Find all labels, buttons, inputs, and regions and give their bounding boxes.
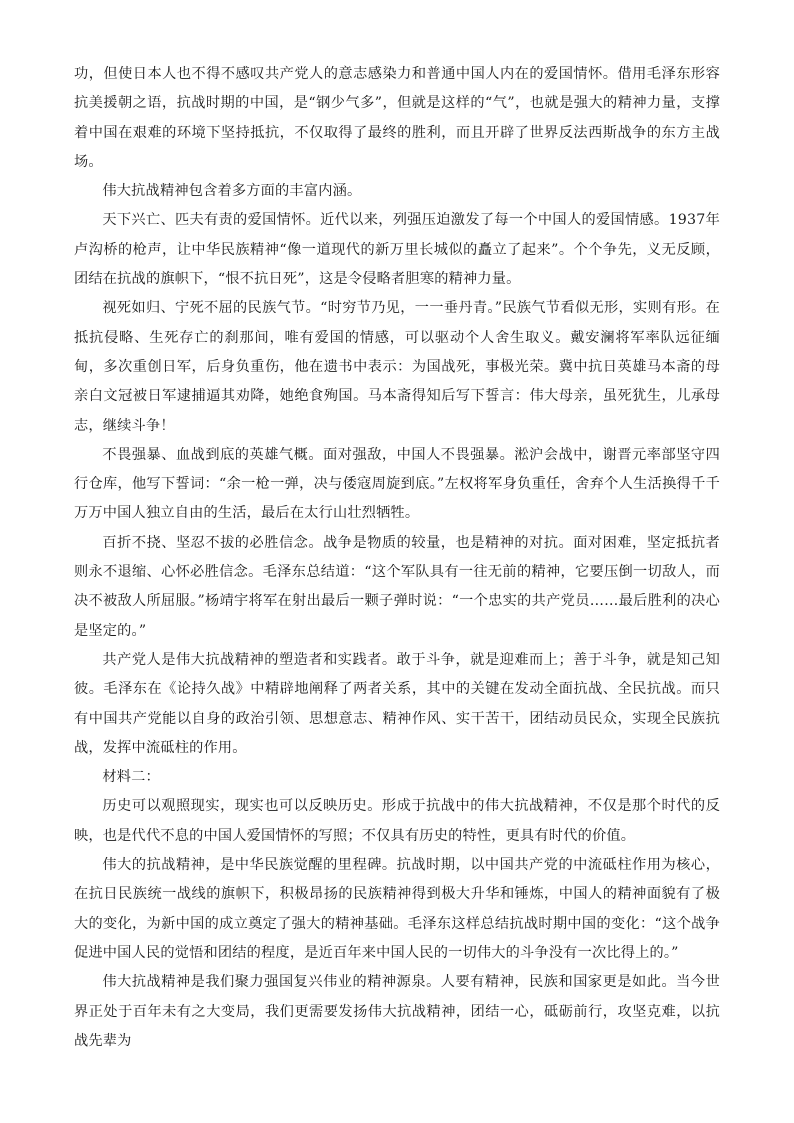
- document-page: [74, 60, 720, 1056]
- paragraph-intro: 伟大抗战精神包含着多方面的丰富内涵。: [102, 183, 362, 200]
- paragraph-communists: 共产党人是伟大抗战精神的塑造者和实践者。敢于斗争，就是迎难而上；善于斗争，就是知己知彼。毛泽东在《论持久战》中精辟地阐释了两者关系，其中的关键在发动全面抗战、全民抗战。而只有中国共产党能以自身的政治引领、思想意志、精神作风、实干苦干，团结动员民众，实现全民族抗战，发挥中流砥柱的作用。: [74, 651, 720, 756]
- paragraph-heroism: 不畏强暴、血战到底的英雄气概。面对强敌，中国人不畏强暴。淞沪会战中，谢晋元率部坚守四行仓库，他写下誓词：“余一枪一弹，决与倭寇周旋到底。”左权将军身负重任，舍弃个人生活换得千千万万中国人独立自由的生活，最后在太行山壮烈牺牲。: [74, 446, 720, 522]
- paragraph-national-integrity: 视死如归、宁死不屈的民族气节。“时穷节乃见，一一垂丹青。”民族气节看似无形，实则有形。在抵抗侵略、生死存亡的刹那间，唯有爱国的情感，可以驱动个人舍生取义。戴安澜将军率队远征缅甸，多次重创日军，后身负重伤，他在遗书中表示：为国战死，事极光荣。冀中抗日英雄马本斋的母亲白文冠被日军逮捕逼其劝降，她绝食殉国。马本斋得知后写下誓言：伟大母亲，虽死犹生，儿承母志，继续斗争！: [74, 300, 720, 434]
- paragraph-history: 历史可以观照现实，现实也可以反映历史。形成于抗战中的伟大抗战精神，不仅是那个时代的反映，也是代代不息的中国人爱国情怀的写照；不仅具有历史的特性，更具有时代的价值。: [74, 798, 720, 844]
- paragraph-continuation: 功，但使日本人也不得不感叹共产党人的意志感染力和普通中国人内在的爱国情怀。借用毛泽东形容抗美援朝之语，抗战时期的中国，是“钢少气多”，但就是这样的“气”，也就是强大的精神力量，支撑着中国在艰难的环境下坚持抵抗，不仅取得了最终的胜利，而且开辟了世界反法西斯战争的东方主战场。: [74, 66, 720, 170]
- paragraph-milestone: 伟大的抗战精神，是中华民族觉醒的里程碑。抗战时期，以中国共产党的中流砥柱作用为核心，在抗日民族统一战线的旗帜下，积极昂扬的民族精神得到极大升华和锤炼，中国人的精神面貌有了极大的变化，为新中国的成立奠定了强大的精神基础。毛泽东这样总结抗战时期中国的变化：“这个战争促进中国人民的觉悟和团结的程度，是近百年来中国人民的一切伟大的斗争没有一次比得上的。”: [74, 857, 720, 961]
- paragraph-patriotism: 天下兴亡、匹夫有责的爱国情怀。近代以来，列强压迫激发了每一个中国人的爱国情感。1937年卢沟桥的枪声，让中华民族精神“像一道现代的新万里长城似的矗立了起来”。个个争先，义无反顾，团结在抗战的旗帜下，“恨不抗日死”，这是令侵略者胆寒的精神力量。: [74, 212, 720, 288]
- paragraph-source: 伟大抗战精神是我们聚力强国复兴伟业的精神源泉。人要有精神，民族和国家更是如此。当今世界正处于百年未有之大变局，我们更需要发扬伟大抗战精神，团结一心，砥砺前行，攻坚克难，以抗战先辈为: [74, 974, 720, 1049]
- material-two-heading: 材料二：: [102, 769, 160, 786]
- paragraph-conviction: 百折不挠、坚忍不拔的必胜信念。战争是物质的较量，也是精神的对抗。面对困难，坚定抵抗者则永不退缩、心怀必胜信念。毛泽东总结道：“这个军队具有一往无前的精神，它要压倒一切敌人，而决不被敌人所屈服。”杨靖宇将军在射出最后一颗子弹时说：“一个忠实的共产党员……最后胜利的决心是坚定的。”: [74, 534, 720, 639]
